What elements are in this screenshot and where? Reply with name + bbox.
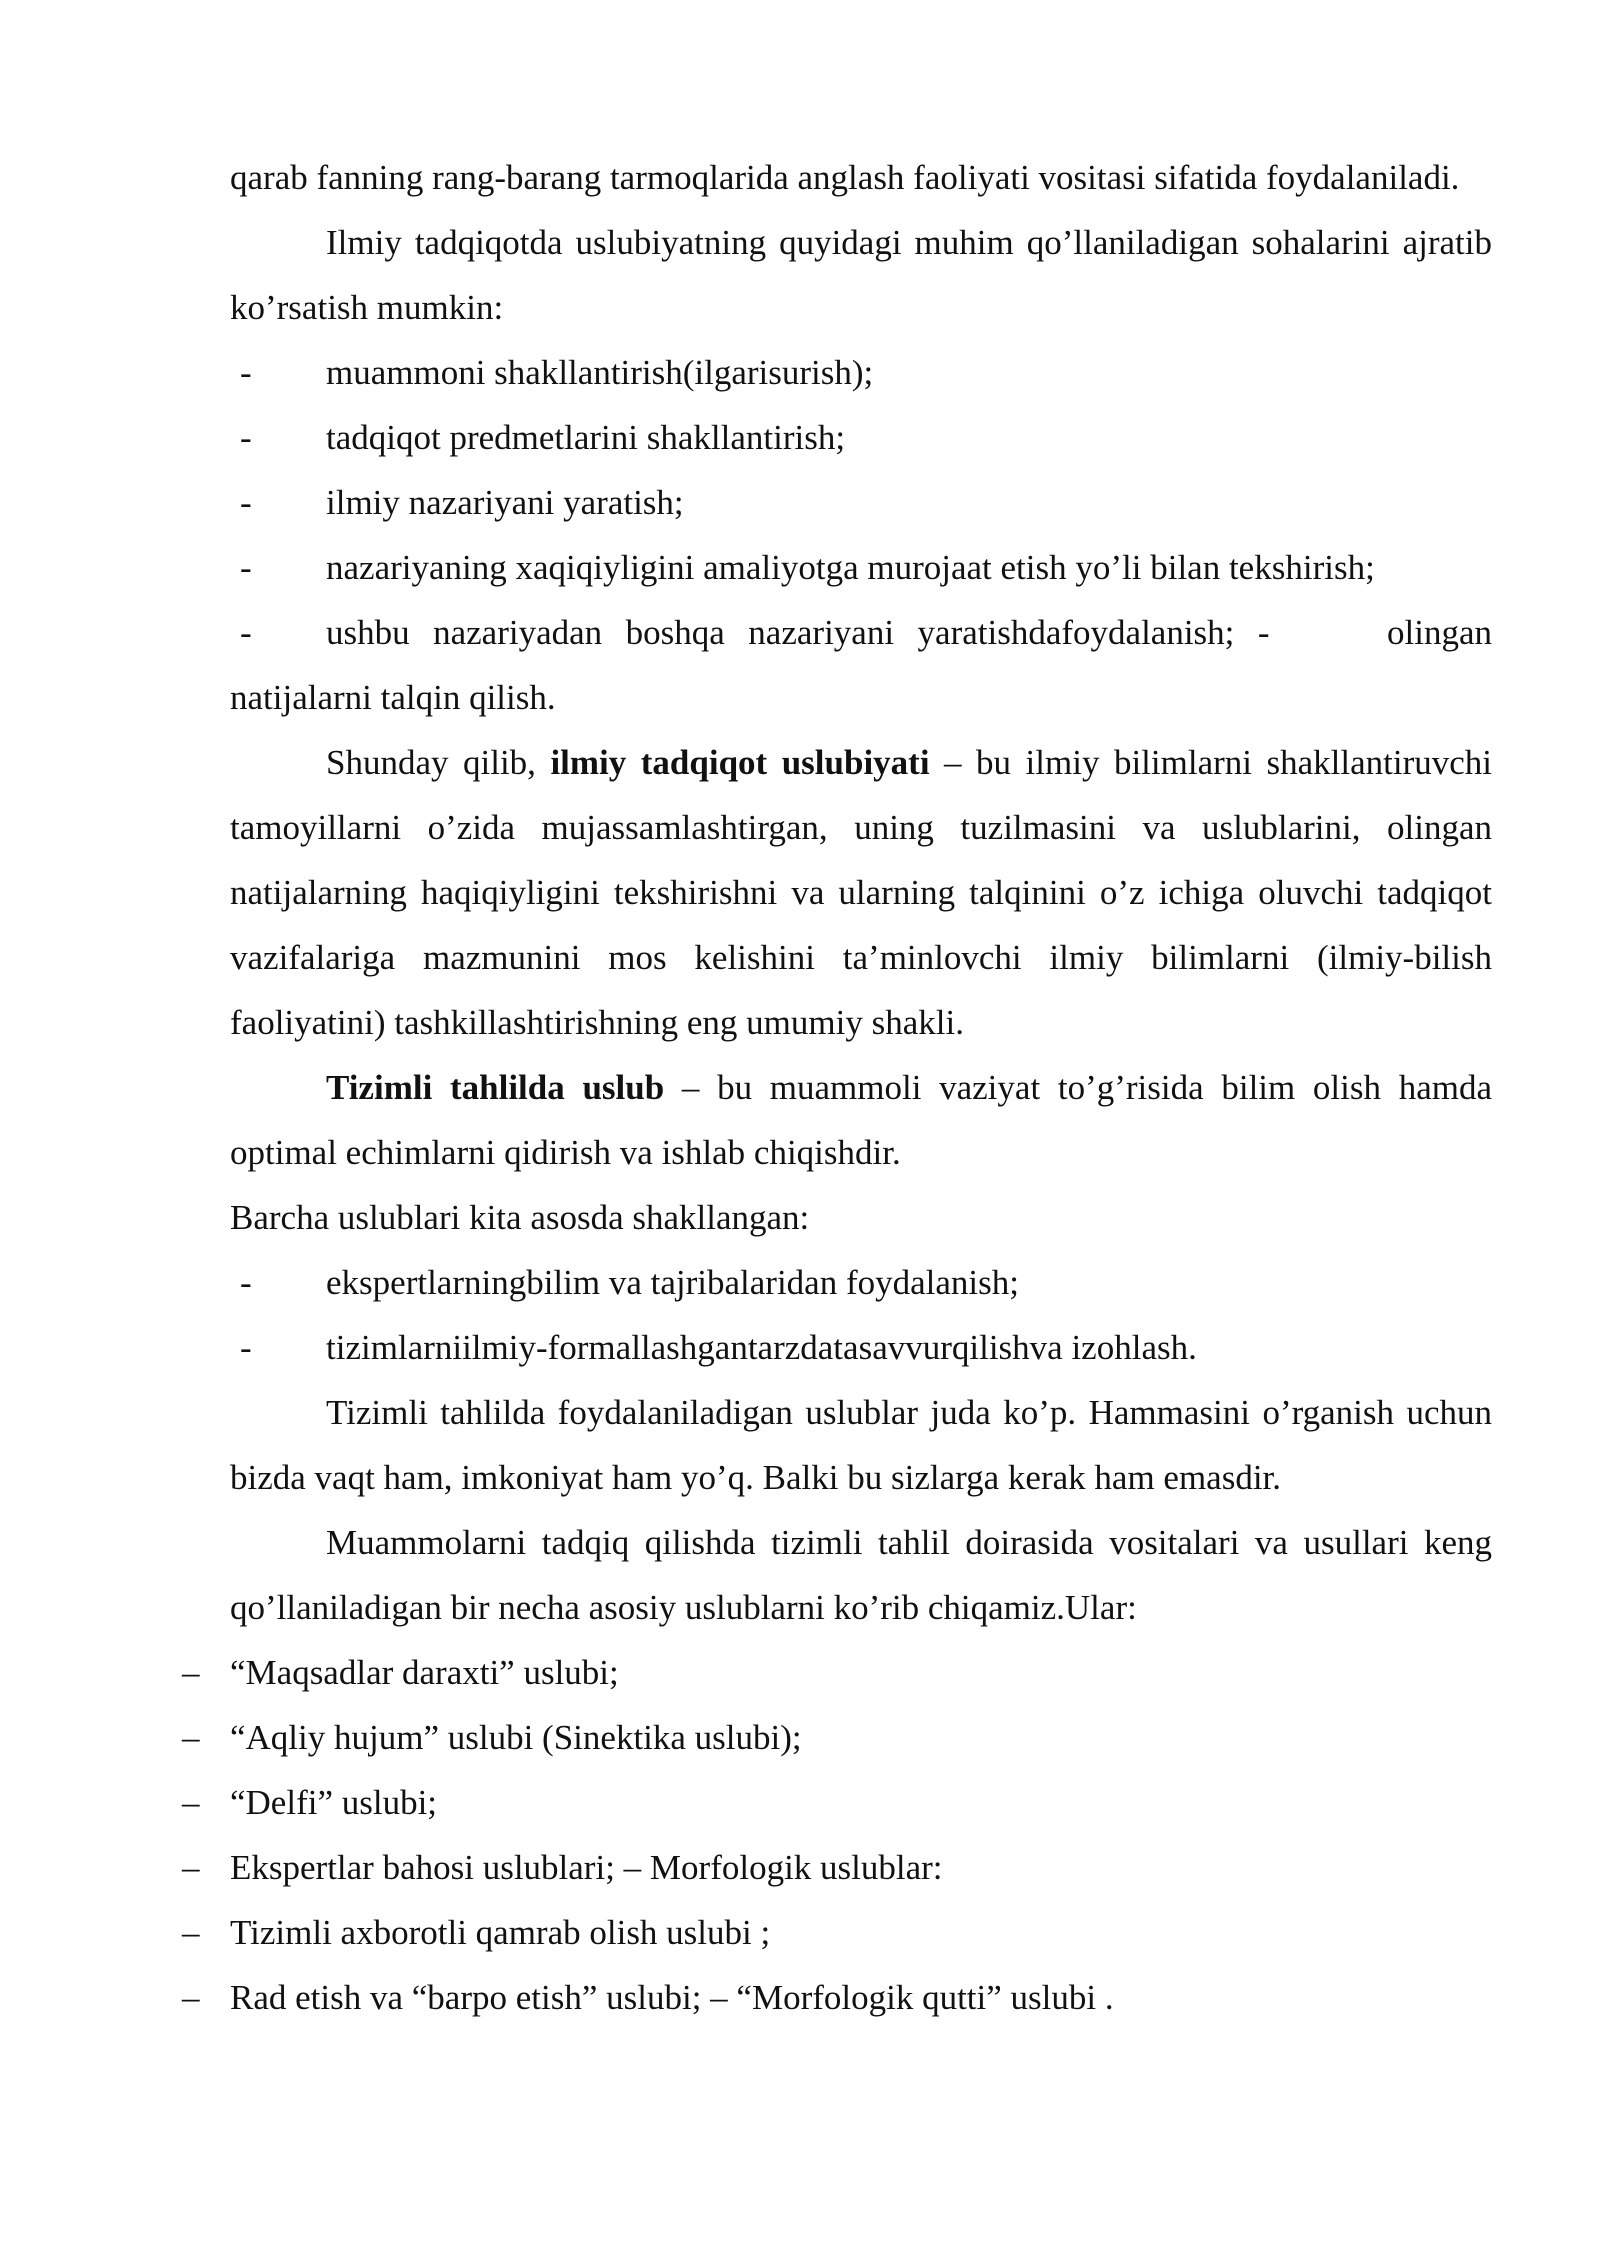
paragraph-systems-method (230, 1055, 1492, 1185)
list-item (230, 340, 1492, 405)
list-item-text: ekspertlarningbilim va tajribalaridan foydalanish; (326, 1263, 1019, 1302)
list-item (182, 1965, 1492, 2030)
list-marker: - (240, 1328, 252, 1367)
definition-term: ilmiy tadqiqot uslubiyati (550, 743, 930, 782)
list-marker: – (182, 1913, 200, 1952)
paragraph-basis-intro: Barcha uslublari kita asosda shakllangan: (230, 1198, 810, 1237)
list-item-text: tadqiqot predmetlarini shakllantirish; (326, 418, 846, 457)
list-marker: - (240, 418, 252, 457)
list-item-text: Tizimli axborotli qamrab olish uslubi ; (230, 1913, 771, 1952)
document-body (182, 145, 1501, 2030)
list-item (182, 1705, 1492, 1770)
definition-rest: – bu ilmiy bilimlarni shakllantiruvchi tamoyillarni o’zida mujassamlashtirgan, uning tuzilmasini va uslublarini, olingan natijalarning haqiqiyligini tekshirishni va ularning talqinini o’z ichiga oluvchi tadqiqot vazifalariga mazmunini mos kelishini ta’minlovchi ilmiy bilimlarni (ilmiy-bilish faoliyatini) tashkillashtirishning eng umumiy shakli. (230, 743, 1492, 1042)
list-marker: - (240, 548, 252, 587)
list-item-text: ushbu nazariyadan boshqa nazariyani yaratishdafoydalanish; - olingan natijalarni talqin qilish. (230, 613, 1501, 717)
list-item (230, 470, 1492, 535)
list-item-text: ilmiy nazariyani yaratish; (326, 483, 684, 522)
list-item (230, 1250, 1492, 1315)
paragraph-many-methods: Tizimli tahlilda foydalaniladigan uslublar juda ko’p. Hammasini o’rganish uchun bizda vaqt ham, imkoniyat ham yo’q. Balki bu sizlarga kerak ham emasdir. (230, 1393, 1492, 1497)
list-marker: – (182, 1653, 200, 1692)
definition-lead: Shunday qilib, (326, 743, 551, 782)
list-item-text: “Aqliy hujum” uslubi (Sinektika uslubi); (230, 1718, 802, 1757)
paragraph-areas-intro: Ilmiy tadqiqotda uslubiyatning quyidagi muhim qo’llaniladigan sohalarini ajratib ko’rsatish mumkin: (230, 223, 1492, 327)
list-marker: - (240, 353, 252, 392)
list-item (182, 1835, 1492, 1900)
list-item-text: Ekspertlar bahosi uslublari; – Morfologik uslublar: (230, 1848, 943, 1887)
list-marker: – (182, 1718, 200, 1757)
list-item (182, 1640, 1492, 1705)
list-marker: - (240, 613, 252, 652)
paragraph-methods-intro: Muammolarni tadqiq qilishda tizimli tahlil doirasida vositalari va usullari keng qo’llaniladigan bir necha asosiy uslublarni ko’rib chiqamiz.Ular: (230, 1523, 1492, 1627)
list-item (230, 405, 1492, 470)
list-marker: - (240, 1263, 252, 1302)
paragraph-top: qarab fanning rang-barang tarmoqlarida anglash faoliyati vositasi sifatida foydalaniladi. (230, 158, 1460, 197)
list-item (230, 535, 1492, 600)
systems-rest: – bu muammoli vaziyat to’g’risida bilim olish hamda optimal echimlarni qidirish va ishlab chiqishdir. (230, 1068, 1492, 1172)
list-marker: - (240, 483, 252, 522)
list-item-text: Rad etish va “barpo etish” uslubi; – “Morfologik qutti” uslubi . (230, 1978, 1114, 2017)
list-item (230, 600, 1501, 730)
list-marker: – (182, 1978, 200, 2017)
list-item-text: “Delfi” uslubi; (230, 1783, 438, 1822)
list-item-text: muammoni shakllantirish(ilgarisurish); (326, 353, 874, 392)
list-marker: – (182, 1848, 200, 1887)
list-item (182, 1770, 1492, 1835)
list-item (182, 1900, 1492, 1965)
list-item-text: “Maqsadlar daraxti” uslubi; (230, 1653, 619, 1692)
list-item (230, 1315, 1492, 1380)
systems-term: Tizimli tahlilda uslub (326, 1068, 665, 1107)
list-item-text: tizimlarniilmiy-formallashgantarzdatasavvurqilishva izohlash. (326, 1328, 1197, 1367)
list-marker: – (182, 1783, 200, 1822)
paragraph-definition (230, 730, 1492, 1055)
list-item-text: nazariyaning xaqiqiyligini amaliyotga murojaat etish yo’li bilan tekshirish; (326, 548, 1375, 587)
